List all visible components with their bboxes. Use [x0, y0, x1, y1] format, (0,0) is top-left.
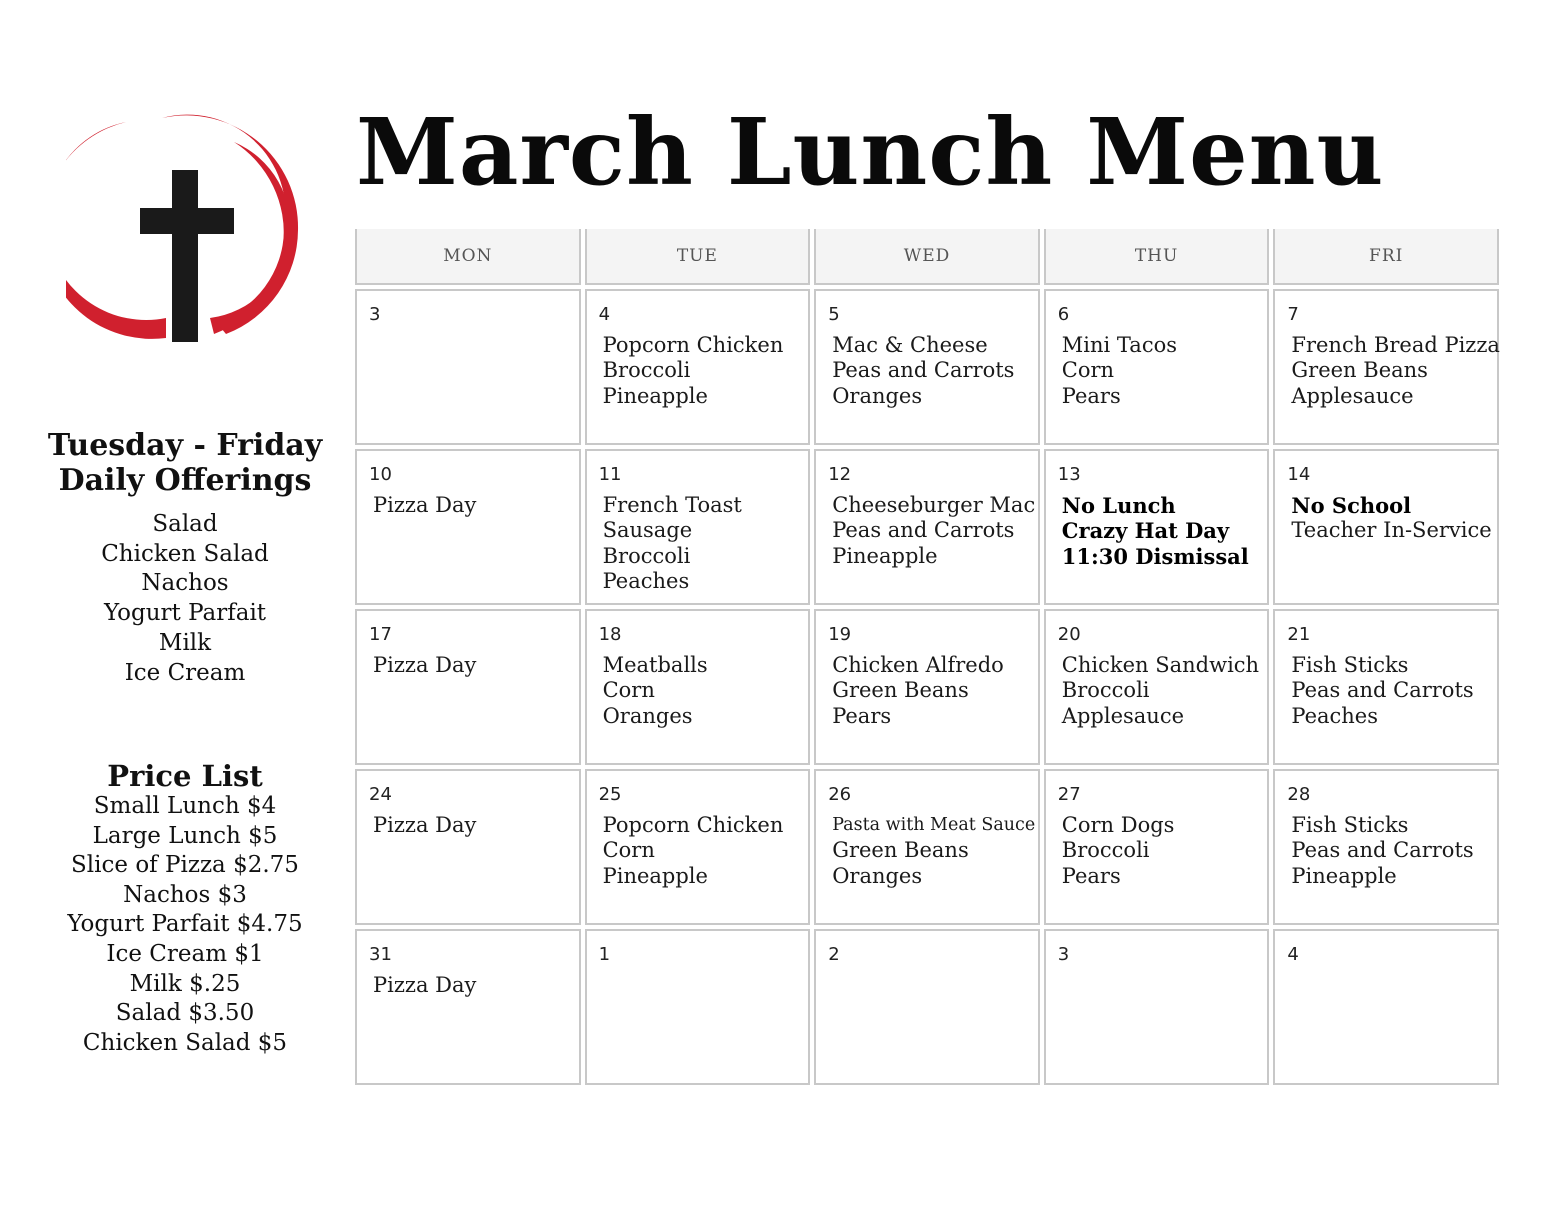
menu-item: Oranges [602, 703, 693, 728]
calendar-day-cell [1044, 769, 1270, 925]
day-number: 21 [1287, 624, 1311, 645]
price-item: Yogurt Parfait $4.75 [67, 911, 303, 938]
day-number: 25 [598, 784, 622, 805]
daily-offerings [30, 428, 340, 688]
daily-offerings-heading-line2: Daily Offerings [58, 463, 312, 498]
menu-item: Peaches [1291, 703, 1379, 728]
menu-items [1291, 653, 1473, 729]
menu-item: Mini Tacos [1061, 333, 1178, 357]
menu-item: Pears [1061, 383, 1121, 408]
menu-item: Corn [602, 678, 655, 703]
menu-items [1291, 493, 1491, 544]
menu-item: Pears [1061, 863, 1121, 888]
calendar-day-cell [355, 609, 581, 765]
menu-item: Pineapple [1291, 863, 1397, 888]
day-number: 14 [1287, 464, 1311, 485]
menu-item: No School [1291, 493, 1412, 518]
calendar-day-cell [355, 769, 581, 925]
menu-items [1062, 493, 1249, 569]
menu-item: Pizza Day [373, 493, 477, 517]
menu-item: Broccoli [602, 543, 691, 568]
offering-item: Ice Cream [124, 659, 246, 686]
menu-item: Green Beans [832, 678, 969, 703]
menu-items [373, 493, 476, 518]
menu-item: Teacher In-Service [1291, 518, 1492, 543]
calendar-day-cell [1273, 289, 1499, 445]
calendar-day-cell [1273, 929, 1499, 1085]
calendar-day-cell [1044, 449, 1270, 605]
menu-items [832, 813, 1035, 889]
menu-item: Corn [1061, 358, 1115, 383]
menu-item: Oranges [832, 383, 923, 408]
menu-item: 11:30 Dismissal [1061, 543, 1249, 569]
day-number: 4 [598, 304, 611, 325]
menu-items [603, 333, 784, 409]
menu-item: Pizza Day [373, 973, 477, 997]
day-number: 4 [1287, 944, 1299, 965]
menu-item: Green Beans [832, 838, 969, 863]
menu-item: Popcorn Chicken [602, 333, 784, 357]
menu-item: Peas and Carrots [1291, 678, 1474, 703]
day-number: 26 [828, 784, 852, 805]
day-number: 5 [828, 304, 840, 325]
offering-item: Salad [152, 511, 218, 537]
calendar-day-cell [1044, 929, 1270, 1085]
calendar-day-cell [1044, 289, 1270, 445]
offering-item: Chicken Salad [101, 540, 269, 567]
day-header-thu: THU [1044, 229, 1270, 285]
menu-items [603, 653, 708, 729]
calendar-day-cell [814, 769, 1040, 925]
menu-item: No Lunch [1061, 493, 1176, 518]
price-list [30, 760, 340, 1058]
price-item: Chicken Salad $5 [82, 1029, 288, 1056]
menu-item: Pears [832, 703, 892, 728]
menu-item: Sausage [602, 518, 693, 543]
menu-items [1062, 813, 1175, 889]
calendar-day-cell [585, 449, 811, 605]
day-number: 3 [369, 304, 381, 325]
menu-item: Chicken Sandwich [1061, 653, 1260, 677]
menu-item: Mac & Cheese [832, 333, 988, 357]
menu-items [603, 493, 742, 594]
day-number: 2 [828, 944, 840, 965]
day-number: 17 [369, 624, 392, 645]
calendar-day-cell [1273, 609, 1499, 765]
day-header-mon: MON [355, 229, 581, 285]
menu-item: Green Beans [1291, 358, 1428, 383]
menu-items [832, 493, 1035, 569]
daily-offerings-list [30, 510, 340, 688]
offering-item: Yogurt Parfait [103, 600, 267, 627]
calendar-day-cell [814, 449, 1040, 605]
day-number: 19 [828, 624, 852, 645]
daily-offerings-heading-line1: Tuesday - Friday [47, 428, 323, 463]
calendar-day-cell [1044, 609, 1270, 765]
day-number: 13 [1057, 464, 1081, 485]
day-header-wed: WED [814, 229, 1040, 285]
daily-offerings-heading [30, 428, 340, 498]
menu-item: French Bread Pizza [1291, 333, 1500, 357]
day-number: 31 [369, 944, 392, 965]
calendar-day-cell [1273, 449, 1499, 605]
offering-item: Nachos [141, 570, 229, 597]
menu-item: Peas and Carrots [832, 358, 1015, 383]
menu-item: Crazy Hat Day [1061, 518, 1230, 544]
calendar-day-cell [814, 609, 1040, 765]
menu-items [1291, 333, 1500, 409]
price-item: Nachos $3 [123, 881, 247, 908]
price-list-heading: Price List [107, 759, 263, 793]
price-item: Small Lunch $4 [93, 793, 277, 819]
menu-items [1291, 813, 1473, 889]
day-header-tue: TUE [585, 229, 811, 285]
day-header-fri: FRI [1273, 229, 1499, 285]
menu-item: Chicken Alfredo [832, 653, 1004, 677]
day-number: 1 [598, 944, 611, 965]
menu-item: Fish Sticks [1291, 813, 1409, 837]
day-number: 12 [828, 464, 852, 485]
menu-items [832, 333, 1014, 409]
day-number: 18 [598, 624, 622, 645]
day-number: 7 [1287, 304, 1299, 325]
calendar-day-cell [355, 289, 581, 445]
calendar-day-cell [585, 929, 811, 1085]
day-number: 11 [598, 464, 622, 485]
cross-logo-icon [66, 112, 302, 348]
menu-item: Pineapple [602, 383, 708, 408]
menu-item: Meatballs [602, 653, 708, 677]
menu-item: Cheeseburger Mac [832, 493, 1036, 517]
calendar-day-cell [585, 609, 811, 765]
price-item: Milk $.25 [129, 970, 241, 997]
menu-items [373, 653, 476, 678]
day-number: 6 [1057, 304, 1070, 325]
menu-items [373, 973, 476, 998]
menu-item: Pineapple [602, 863, 708, 888]
menu-item: Broccoli [1061, 838, 1150, 863]
calendar-day-cell [355, 449, 581, 605]
menu-items [832, 653, 1004, 729]
price-item: Ice Cream $1 [106, 940, 264, 967]
day-number: 10 [369, 464, 392, 485]
page-title: March Lunch Menu [356, 98, 1385, 206]
menu-item: Pineapple [832, 543, 938, 568]
day-number: 27 [1057, 784, 1081, 805]
price-list-items [30, 792, 340, 1058]
menu-item: Pizza Day [373, 653, 477, 677]
offering-item: Milk [158, 629, 212, 656]
menu-item: Corn [602, 838, 655, 863]
menu-item: Pasta with Meat Sauce [832, 815, 1036, 835]
day-number: 24 [369, 784, 392, 805]
day-number: 3 [1057, 944, 1070, 965]
calendar-day-cell [585, 289, 811, 445]
price-item: Slice of Pizza $2.75 [71, 852, 299, 879]
menu-items [1062, 653, 1259, 729]
menu-items [1062, 333, 1177, 409]
lunch-calendar [355, 229, 1499, 1085]
menu-item: French Toast [602, 493, 742, 517]
calendar-day-cell [814, 289, 1040, 445]
menu-item: Broccoli [1061, 678, 1150, 703]
calendar-day-cell [814, 929, 1040, 1085]
menu-item: Fish Sticks [1291, 653, 1409, 677]
menu-items [603, 813, 784, 889]
menu-item: Pizza Day [373, 813, 477, 837]
calendar-day-cell [355, 929, 581, 1085]
calendar-day-cell [585, 769, 811, 925]
menu-item: Peaches [602, 568, 690, 593]
menu-item: Applesauce [1061, 703, 1185, 728]
price-item: Large Lunch $5 [92, 822, 278, 849]
menu-item: Popcorn Chicken [602, 813, 784, 837]
menu-item: Peas and Carrots [832, 518, 1015, 543]
calendar-day-cell [1273, 769, 1499, 925]
menu-item: Oranges [832, 863, 923, 888]
menu-item: Applesauce [1291, 383, 1414, 408]
menu-item: Peas and Carrots [1291, 838, 1474, 863]
day-number: 28 [1287, 784, 1311, 805]
menu-items [373, 813, 476, 838]
day-number: 20 [1057, 624, 1081, 645]
menu-item: Broccoli [602, 358, 691, 383]
menu-item: Corn Dogs [1061, 813, 1175, 837]
price-item: Salad $3.50 [115, 1000, 255, 1027]
